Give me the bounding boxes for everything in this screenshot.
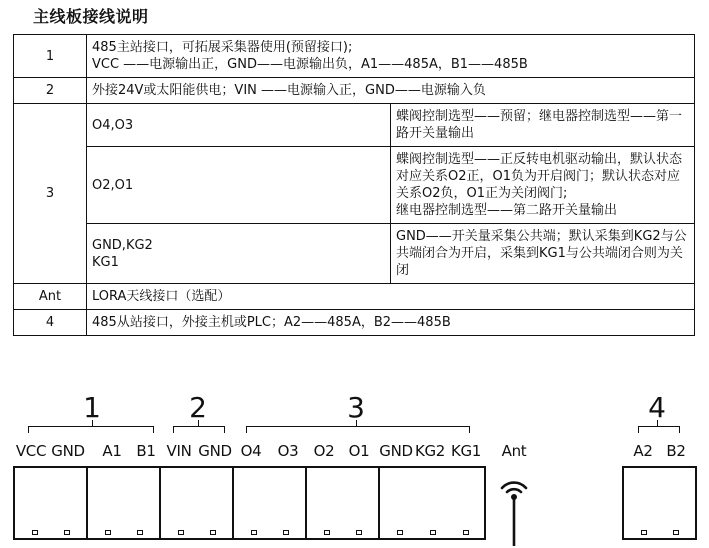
group-number: 4 xyxy=(648,391,666,424)
row-description: 485主站接口，可拓展采集器使用(预留接口); VCC ——电源输出正，GND——电源输出负，A1——485A，B1——485B xyxy=(87,35,695,78)
screw-slot xyxy=(137,530,143,535)
table-row xyxy=(14,310,695,336)
screw-slot xyxy=(397,530,403,535)
screw-slot xyxy=(105,530,111,535)
pin-label: GND xyxy=(51,442,85,460)
group-bracket-tick xyxy=(198,420,199,426)
row-description: 蝶阀控制选型——正反转电机驱动输出，默认状态对应关系O2正，O1负为开启阀门；默认状态对应关系O2负，O1正为关闭阀门; 继电器控制选型——第二路开关量输出 xyxy=(391,147,695,224)
terminal-block xyxy=(13,466,88,540)
pin-label: O4 xyxy=(240,442,262,460)
pin-label: GND xyxy=(198,442,232,460)
pin-names: O2,O1 xyxy=(87,147,391,224)
screw-slot xyxy=(32,530,38,535)
group-bracket xyxy=(28,426,154,433)
screw-slot xyxy=(430,530,436,535)
pin-label: O3 xyxy=(277,442,299,460)
row-description: LORA天线接口（选配） xyxy=(87,284,695,310)
pin-label: O1 xyxy=(348,442,370,460)
group-bracket-tick xyxy=(92,420,93,426)
row-description: GND——开关量采集公共端；默认采集到KG2与公共端闭合为开启，采集到KG1与公共端闭合则为关闭 xyxy=(391,224,695,284)
table-row xyxy=(14,224,695,284)
screw-slot xyxy=(283,530,289,535)
row-description: 蝶阀控制选型——预留；继电器控制选型——第一路开关量输出 xyxy=(391,104,695,147)
pin-label: A2 xyxy=(633,442,653,460)
screw-slot xyxy=(356,530,362,535)
row-number: 2 xyxy=(14,78,87,104)
wiring-table xyxy=(13,34,695,336)
table-row xyxy=(14,78,695,104)
group-bracket xyxy=(173,426,225,433)
table-row xyxy=(14,284,695,310)
page-title: 主线板接线说明 xyxy=(33,7,149,26)
pin-label: KG2 xyxy=(414,442,446,460)
group-bracket-tick xyxy=(657,420,658,426)
screw-slot xyxy=(673,530,679,535)
table-row xyxy=(14,104,695,147)
group-number: 1 xyxy=(83,391,101,424)
screw-slot xyxy=(210,530,216,535)
row-number: Ant xyxy=(14,284,87,310)
screw-slot xyxy=(324,530,330,535)
pin-label: KG1 xyxy=(450,442,482,460)
pin-label: VCC xyxy=(15,442,47,460)
screw-slot xyxy=(641,530,647,535)
table-row xyxy=(14,147,695,224)
terminal-block xyxy=(305,466,380,540)
row-description: 外接24V或太阳能供电；VIN ——电源输入正，GND——电源输入负 xyxy=(87,78,695,104)
row-number: 1 xyxy=(14,35,87,78)
screw-slot xyxy=(251,530,257,535)
pin-label: B2 xyxy=(666,442,686,460)
screw-slot xyxy=(463,530,469,535)
row-description: 485从站接口，外接主机或PLC；A2——485A，B2——485B xyxy=(87,310,695,336)
group-bracket-tick xyxy=(356,420,357,426)
terminal-block xyxy=(159,466,234,540)
row-number: 4 xyxy=(14,310,87,336)
group-number: 2 xyxy=(189,391,207,424)
terminal-block xyxy=(378,466,486,540)
pin-label: A1 xyxy=(102,442,122,460)
group-number: 3 xyxy=(347,391,365,424)
pin-label: B1 xyxy=(136,442,156,460)
antenna-icon xyxy=(496,466,532,546)
terminal-block xyxy=(622,466,697,540)
screw-slot xyxy=(178,530,184,535)
screw-slot xyxy=(64,530,70,535)
pin-label: VIN xyxy=(166,442,192,460)
terminal-diagram xyxy=(0,380,709,548)
group-bracket xyxy=(638,426,680,433)
pin-names: GND,KG2 KG1 xyxy=(87,224,391,284)
terminal-block xyxy=(86,466,161,540)
terminal-block xyxy=(232,466,307,540)
pin-label: GND xyxy=(379,442,413,460)
row-number: 3 xyxy=(14,104,87,284)
pin-label: O2 xyxy=(313,442,335,460)
pin-names: O4,O3 xyxy=(87,104,391,147)
pin-label: Ant xyxy=(501,442,527,460)
table-row xyxy=(14,35,695,78)
group-bracket xyxy=(246,426,470,433)
